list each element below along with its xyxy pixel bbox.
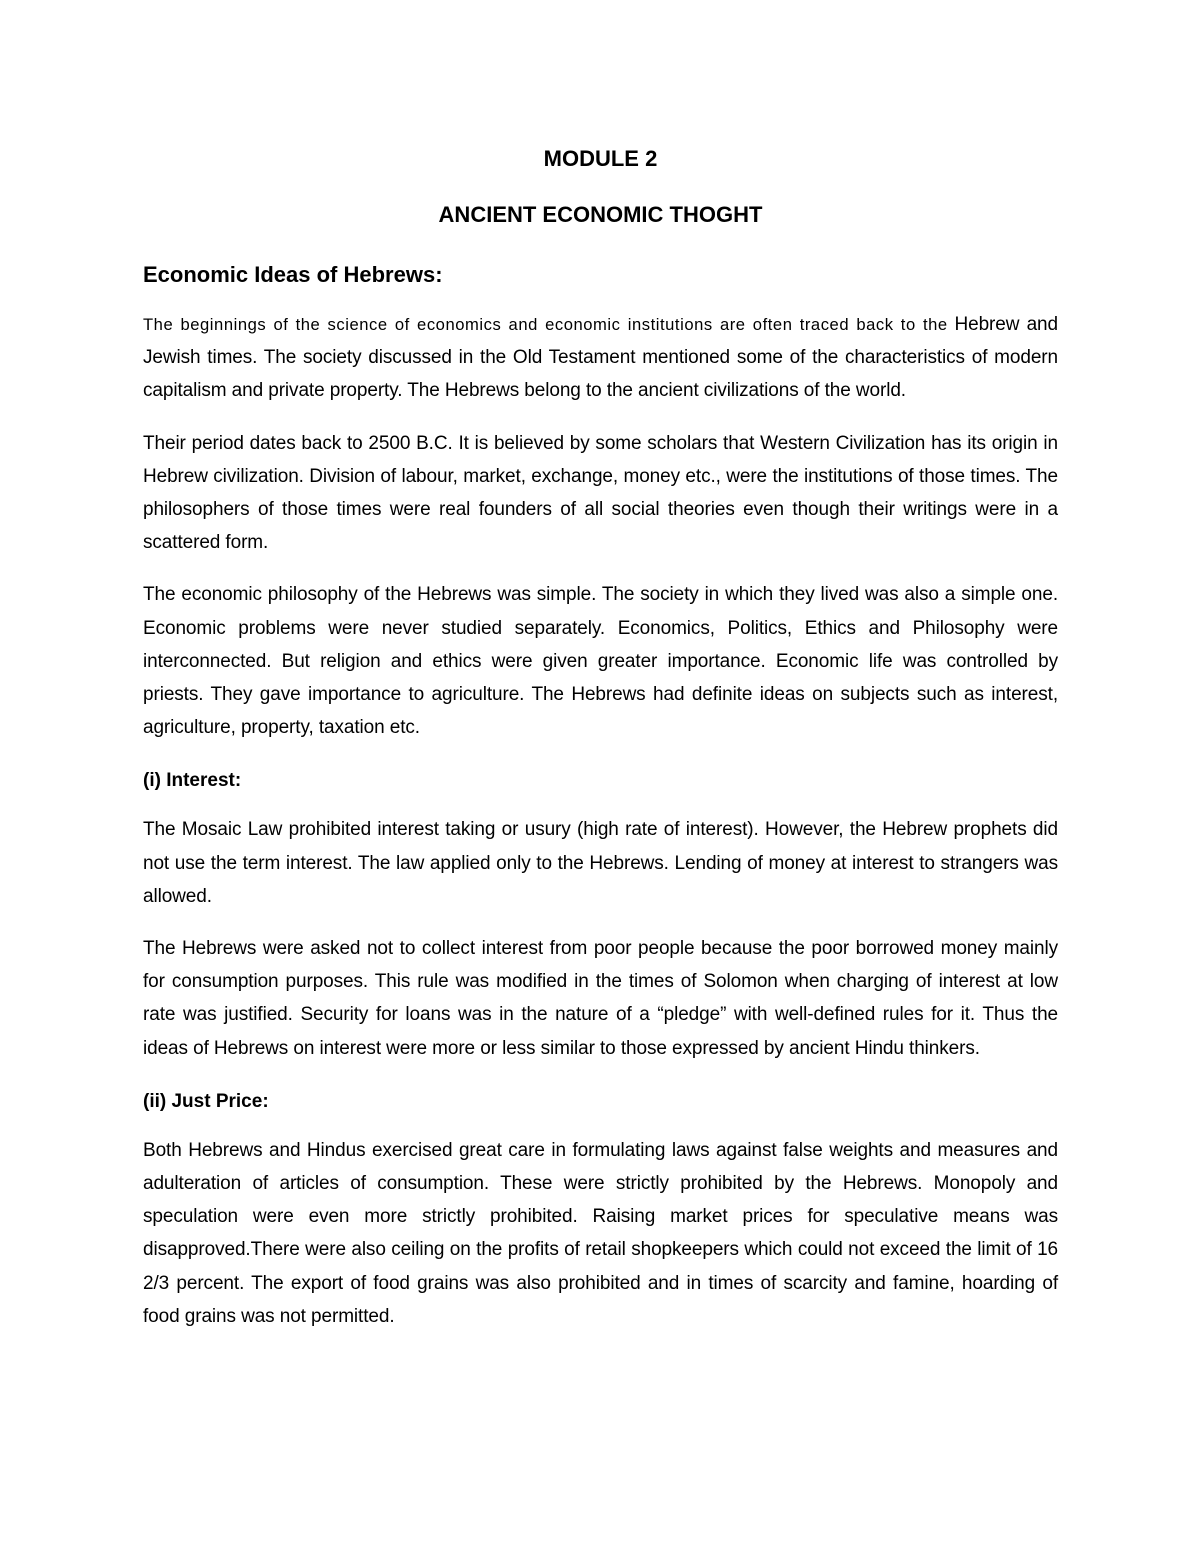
just-price-paragraph: Both Hebrews and Hindus exercised great care in formulating laws against false weights and measures and adulteration of articles of consumption. These were strictly prohibited by the Hebrews. Monopoly and speculation were even more strictly prohibited. Raising market prices for speculative means was disapproved.There were also ceiling on the profits of retail shopkeepers which could not exceed the limit of 16 2/3 percent. The export of food grains was also prohibited and in times of scarcity and famine, hoarding of food grains was not permitted. [143,1139,1058,1327]
main-title: ANCIENT ECONOMIC THOGHT [438,202,763,227]
just-price-heading: (ii) Just Price: [143,1090,269,1112]
section-heading: Economic Ideas of Hebrews: [143,262,443,287]
intro-paragraph [143,308,1058,408]
interest-heading: (i) Interest: [143,770,242,792]
module-title: MODULE 2 [543,146,658,171]
period-paragraph: Their period dates back to 2500 B.C. It is believed by some scholars that Western Civilization has its origin in Hebrew civilization. Division of labour, market, exchange, money etc., were the institutions of those times. The philosophers of those times were real founders of all social theories even though their writings were in a scattered form. [143,432,1058,554]
intro-rest-text: Hebrew and Jewish times. The society discussed in the Old Testament mentioned some of the characteristics of modern capitalism and private property. The Hebrews belong to the ancient civilizations of the world. [143,314,1058,402]
intro-lead-text: The beginnings of the science of economics and economic institutions are often traced back to the [143,315,948,334]
interest-rules-paragraph: The Hebrews were asked not to collect interest from poor people because the poor borrowed money mainly for consumption purposes. This rule was modified in the times of Solomon when charging of interest at low rate was justified. Security for loans was in the nature of a “pledge” with well-defined rules for it. Thus the ideas of Hebrews on interest were more or less similar to those expressed by ancient Hindu thinkers. [143,938,1058,1059]
document-page [143,140,1058,1352]
mosaic-law-paragraph: The Mosaic Law prohibited interest taking or usury (high rate of interest). However, the Hebrew prophets did not use the term interest. The law applied only to the Hebrews. Lending of money at interest to strangers was allowed. [143,819,1058,907]
philosophy-paragraph: The economic philosophy of the Hebrews was simple. The society in which they lived was also a simple one. Economic problems were never studied separately. Economics, Politics, Ethics and Philosophy were interconnected. But religion and ethics were given greater importance. Economic life was controlled by priests. They gave importance to agriculture. The Hebrews had definite ideas on subjects such as interest, agriculture, property, taxation etc. [143,584,1058,739]
